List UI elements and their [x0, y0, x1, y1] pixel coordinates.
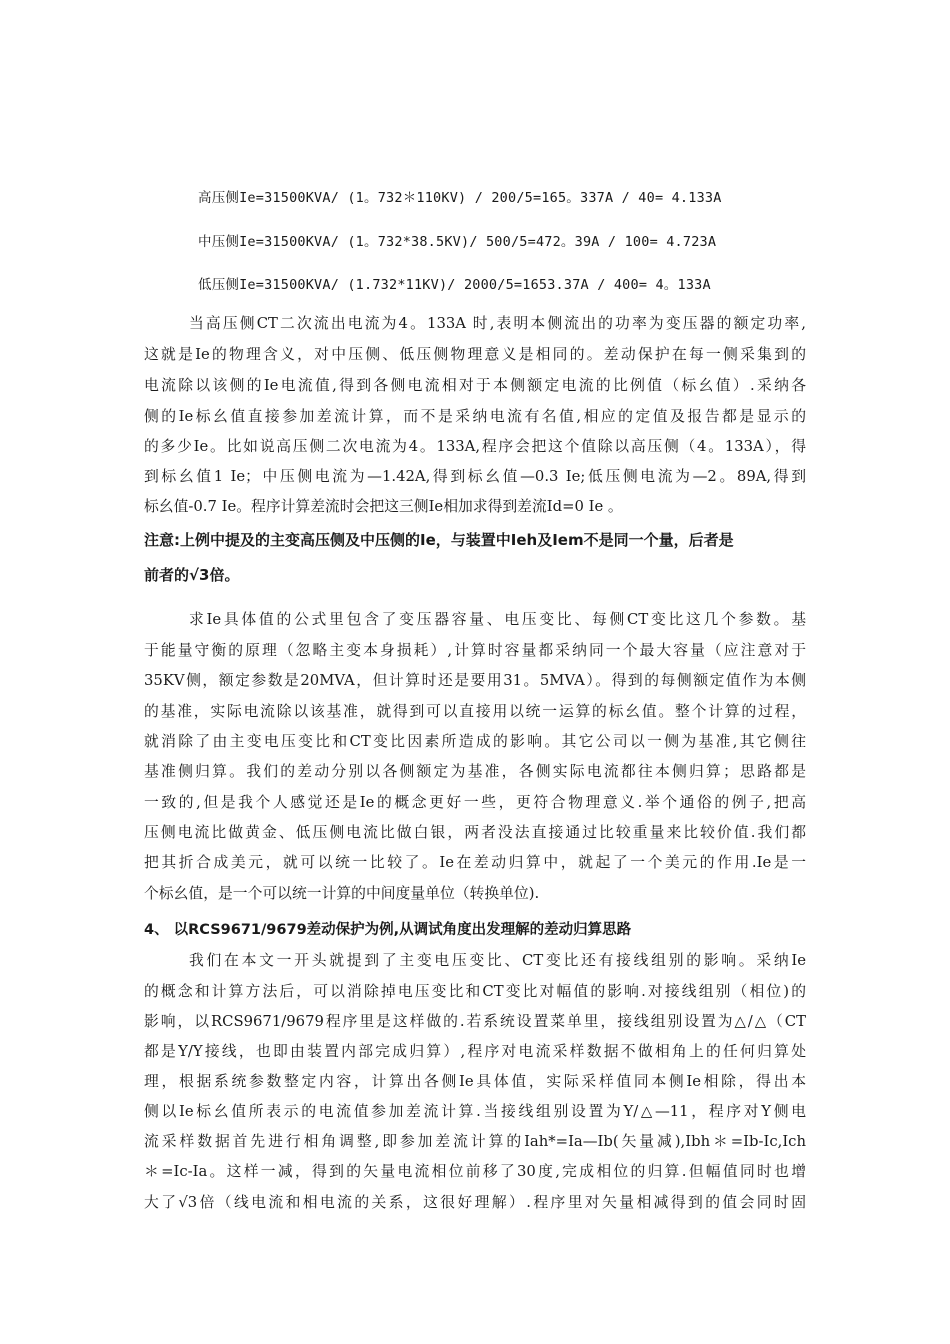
note-line: 前者的√3倍。 [144, 566, 240, 584]
note-line: 注意:上例中提及的主变高压侧及中压侧的Ie，与装置中Ieh及Iem不是同一个量，后者是 [144, 531, 734, 549]
text-line: 标幺值-0.7 Ie。程序计算差流时会把这三侧Ie相加求得到差流Id=0 Ie 。 [144, 498, 623, 515]
text-line: 一致的,但是我个人感觉还是Ie的概念更好一些，更符合物理意义.举个通俗的例子,把高 [144, 794, 806, 811]
text-line: 侧以Ie标幺值所表示的电流值参加差流计算.当接线组别设置为Y/△—11，程序对Y侧电 [144, 1103, 806, 1120]
text-line: 大了√3倍（线电流和相电流的关系，这很好理解）.程序里对矢量相减得到的值会同时固 [144, 1194, 806, 1211]
text-line: 压侧电流比做黄金、低压侧电流比做白银，两者没法直接通过比较重量来比较价值.我们都 [144, 824, 806, 841]
section-heading: 4、 以RCS9671/9679差动保护为例,从调试角度出发理解的差动归算思路 [144, 922, 632, 938]
text-line: 就消除了由主变电压变比和CT变比因素所造成的影响。其它公司以一侧为基准,其它侧往 [144, 733, 806, 750]
text-line: 35KV侧，额定参数是20MVA，但计算时还是要用31。5MVA）。得到的每侧额定值作为本侧 [144, 672, 806, 689]
text-line: 影响，以RCS9671/9679程序里是这样做的.若系统设置菜单里，接线组别设置为△/△（CT [144, 1013, 806, 1030]
text-line: 理，根据系统参数整定内容，计算出各侧Ie具体值，实际采样值同本侧Ie相除，得出本 [144, 1073, 806, 1090]
text-line: 基准侧归算。我们的差动分别以各侧额定为基准，各侧实际电流都往本侧归算；思路都是 [144, 763, 806, 780]
text-line: 当高压侧CT二次流出电流为4。133A 时,表明本侧流出的功率为变压器的额定功率, [189, 315, 806, 332]
formula-high-voltage: 高压侧Ie=31500KVA/ (1。732＊110KV) / 200/5=165。337A / 40= 4.133A [198, 190, 722, 206]
text-line: 电流除以该侧的Ie电流值,得到各侧电流相对于本侧额定电流的比例值（标幺值）.采纳各 [144, 377, 806, 394]
text-line: 流采样数据首先进行相角调整,即参加差流计算的Iah*=Ia—Ib(矢量减),Ibh＊=Ib-Ic,Ich [144, 1133, 806, 1150]
formula-medium-voltage: 中压侧Ie=31500KVA/ (1。732*38.5KV)/ 500/5=472。39A / 100= 4.723A [198, 234, 717, 250]
text-line: 把其折合成美元，就可以统一比较了。Ie在差动归算中，就起了一个美元的作用.Ie是一 [144, 854, 806, 871]
text-line: ＊=Ic-Ia。这样一减，得到的矢量电流相位前移了30度,完成相位的归算.但幅值同时也增 [144, 1163, 806, 1180]
text-line: 于能量守衡的原理（忽略主变本身损耗）,计算时容量都采纳同一个最大容量（应注意对于 [144, 642, 806, 659]
text-line: 侧的Ie标幺值直接参加差流计算，而不是采纳电流有名值,相应的定值及报告都是显示的 [144, 408, 806, 425]
text-line: 的概念和计算方法后，可以消除掉电压变比和CT变比对幅值的影响.对接线组别（相位)的 [144, 983, 806, 1000]
formula-low-voltage: 低压侧Ie=31500KVA/ (1.732*11KV)/ 2000/5=1653.37A / 400= 4。133A [198, 277, 711, 293]
text-line: 到标幺值1 Ie；中压侧电流为—1.42A,得到标幺值—0.3 Ie;低压侧电流为—2。89A,得到 [144, 468, 806, 485]
text-line: 这就是Ie的物理含义，对中压侧、低压侧物理意义是相同的。差动保护在每一侧采集到的 [144, 346, 806, 363]
text-line: 的基准，实际电流除以该基准，就得到可以直接用以统一运算的标幺值。整个计算的过程， [144, 703, 806, 720]
text-line: 个标幺值，是一个可以统一计算的中间度量单位（转换单位). [144, 885, 540, 902]
text-line: 求Ie具体值的公式里包含了变压器容量、电压变比、每侧CT变比这几个参数。基 [189, 611, 806, 628]
text-line: 我们在本文一开头就提到了主变电压变比、CT变比还有接线组别的影响。采纳Ie [189, 952, 806, 969]
text-line: 都是Y/Y接线，也即由装置内部完成归算）,程序对电流采样数据不做相角上的任何归算处 [144, 1043, 806, 1060]
text-line: 的多少Ie。比如说高压侧二次电流为4。133A,程序会把这个值除以高压侧（4。133A），得 [144, 438, 806, 455]
